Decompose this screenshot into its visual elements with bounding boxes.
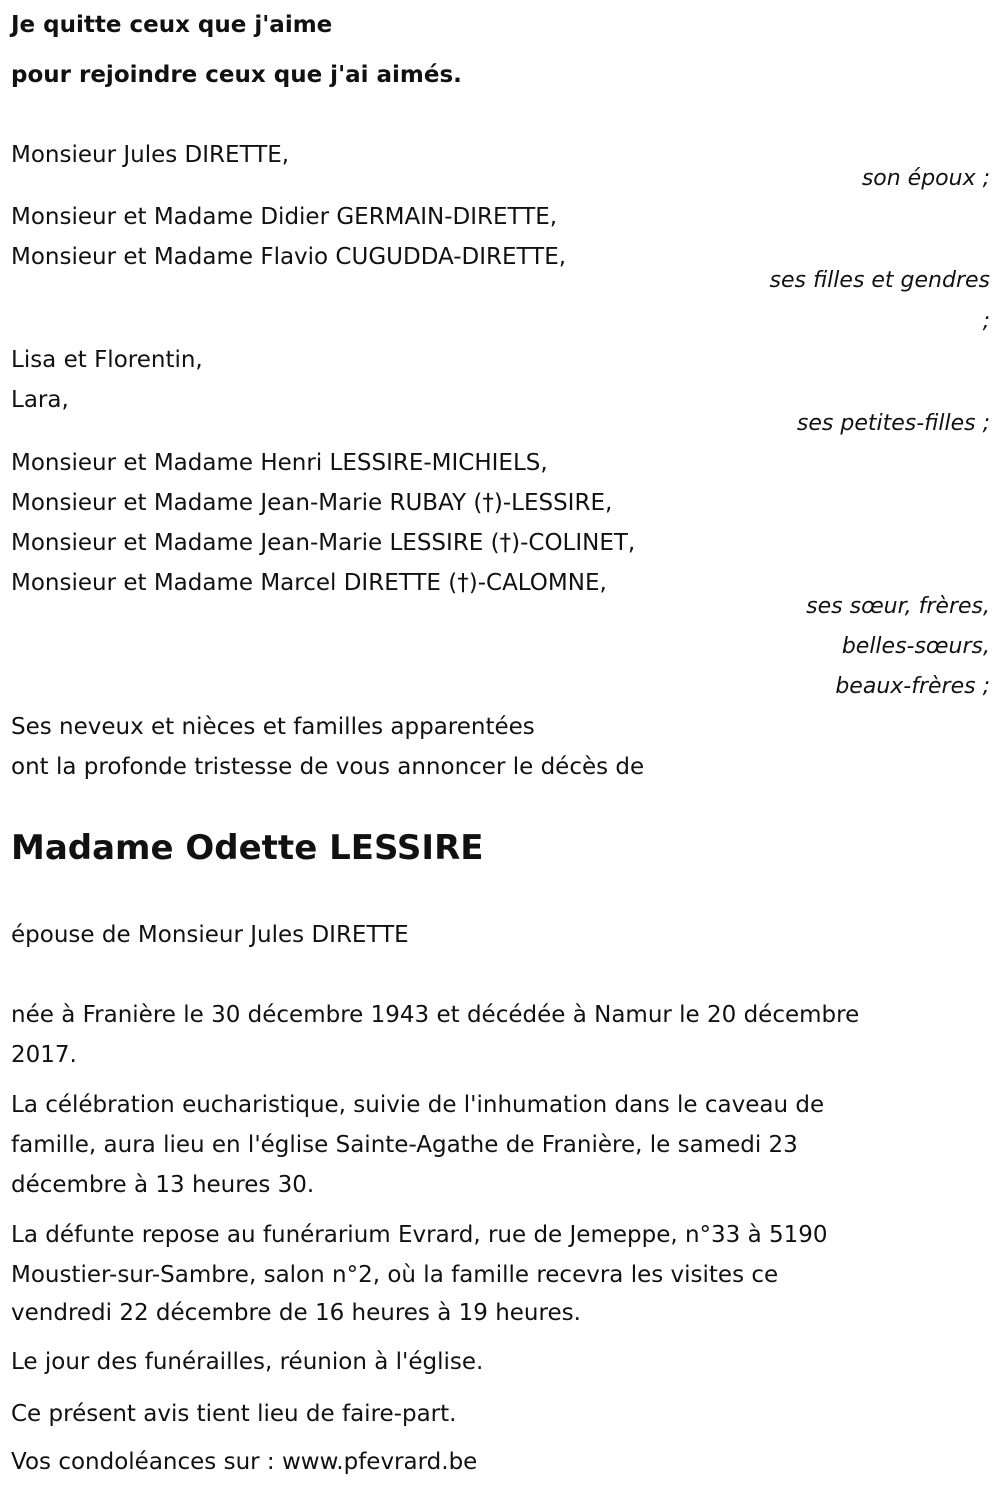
- relation-label: ;: [982, 309, 990, 334]
- relation-label: son époux ;: [861, 166, 990, 191]
- relation-label: ses petites-filles ;: [796, 411, 990, 436]
- detail-line: 2017.: [11, 1042, 77, 1068]
- family-name: Monsieur et Madame Marcel DIRETTE (†)-CALOMNE,: [11, 570, 607, 596]
- epigraph-line: Je quitte ceux que j'aime: [11, 12, 333, 38]
- detail-line: Ce présent avis tient lieu de faire-part.: [11, 1401, 457, 1427]
- spouse-line: épouse de Monsieur Jules DIRETTE: [11, 922, 409, 948]
- detail-line: née à Franière le 30 décembre 1943 et décédée à Namur le 20 décembre: [11, 1002, 860, 1028]
- family-name: Lara,: [11, 387, 69, 413]
- closing-line: Ses neveux et nièces et familles apparentées: [11, 714, 535, 740]
- epigraph-line: pour rejoindre ceux que j'ai aimés.: [11, 62, 462, 88]
- detail-line: Le jour des funérailles, réunion à l'église.: [11, 1349, 484, 1375]
- relation-label: ses filles et gendres: [769, 268, 990, 293]
- detail-line: décembre à 13 heures 30.: [11, 1172, 315, 1198]
- family-name: Lisa et Florentin,: [11, 347, 203, 373]
- relation-label: ses sœur, frères,: [806, 594, 990, 619]
- family-name: Monsieur et Madame Jean-Marie RUBAY (†)-LESSIRE,: [11, 490, 613, 516]
- closing-line: ont la profonde tristesse de vous annoncer le décès de: [11, 754, 645, 780]
- family-name: Monsieur et Madame Didier GERMAIN-DIRETTE,: [11, 204, 558, 230]
- detail-line: Moustier-sur-Sambre, salon n°2, où la famille recevra les visites ce: [11, 1262, 779, 1288]
- family-name: Monsieur et Madame Jean-Marie LESSIRE (†)-COLINET,: [11, 530, 636, 556]
- detail-line: famille, aura lieu en l'église Sainte-Agathe de Franière, le samedi 23: [11, 1132, 798, 1158]
- relation-label: beaux-frères ;: [835, 674, 990, 699]
- family-name: Monsieur et Madame Flavio CUGUDDA-DIRETTE,: [11, 244, 567, 270]
- deceased-name: Madame Odette LESSIRE: [11, 828, 484, 868]
- detail-line: La célébration eucharistique, suivie de l'inhumation dans le caveau de: [11, 1092, 825, 1118]
- family-name: Monsieur Jules DIRETTE,: [11, 142, 290, 168]
- detail-line: La défunte repose au funérarium Evrard, rue de Jemeppe, n°33 à 5190: [11, 1222, 828, 1248]
- condolences-line: Vos condoléances sur : www.pfevrard.be: [11, 1449, 478, 1475]
- detail-line: vendredi 22 décembre de 16 heures à 19 heures.: [11, 1300, 581, 1326]
- relation-label: belles-sœurs,: [841, 634, 990, 659]
- family-name: Monsieur et Madame Henri LESSIRE-MICHIELS,: [11, 450, 548, 476]
